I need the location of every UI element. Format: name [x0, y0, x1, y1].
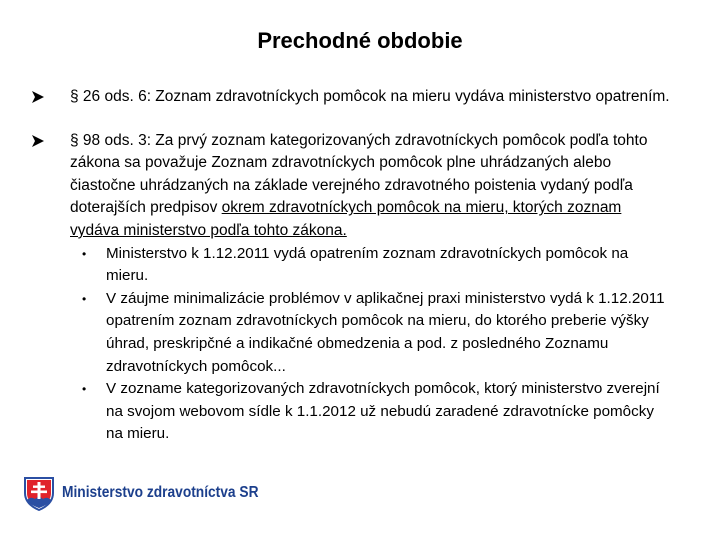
arrow-bullet-icon [30, 86, 46, 108]
list-item [70, 378, 670, 446]
slovak-coat-of-arms-icon [22, 475, 56, 511]
paragraph-98-3 [30, 130, 670, 446]
bullet-dot-icon: • [82, 291, 87, 306]
bullet-dot-icon: • [82, 246, 87, 261]
list-item-text: Ministerstvo k 1.12.2011 vydá opatrením zoznam zdravotníckych pomôcok na mieru. [106, 244, 629, 285]
paragraph-26-6 [30, 86, 670, 109]
ministry-logo [22, 475, 291, 511]
list-item-text: V záujme minimalizácie problémov v aplikačnej praxi ministerstvo vydá k 1.12.2011 opatrením zoznam zdravotníckych pomôcok na mieru, do ktorého preberie výšky úhrad, preskripčné a indikačné obmedzenia a pod. z posledného Zoznamu zdravotníckych pomôcok... [106, 289, 665, 375]
slide-title: Prechodné obdobie [257, 28, 463, 53]
bullet-dot-icon: • [82, 382, 87, 397]
sub-bullet-list [70, 243, 670, 446]
paragraph-26-6-text: § 26 ods. 6: Zoznam zdravotníckych pomôcok na mieru vydáva ministerstvo opatrením. [70, 88, 670, 105]
arrow-bullet-icon [30, 130, 46, 152]
paragraph-98-3-text: § 98 ods. 3: Za prvý zoznam kategorizovaných zdravotníckych pomôcok podľa tohto zákona sa považuje Zoznam zdravotníckych pomôcok plne uhrádzaných alebo čiastočne uhrádzaných na základe verejného zdravotného poistenia vydaný podľa doterajších predpisov [70, 131, 648, 217]
list-item-text: V zozname kategorizovaných zdravotníckych pomôcok, ktorý ministerstvo zverejní na svojom webovom sídle k 1.1.2012 už nebudú zaradené zdravotnícke pomôcky na mieru. [106, 380, 660, 443]
paragraph-98-3-underlined-text: okrem zdravotníckych pomôcok na mieru, ktorých zoznam vydáva ministerstvo podľa tohto zákona. [70, 199, 622, 239]
list-item [70, 243, 670, 288]
ministry-name: Ministerstvo zdravotníctva SR [62, 484, 259, 501]
list-item [70, 288, 670, 378]
slide-body [30, 86, 670, 446]
